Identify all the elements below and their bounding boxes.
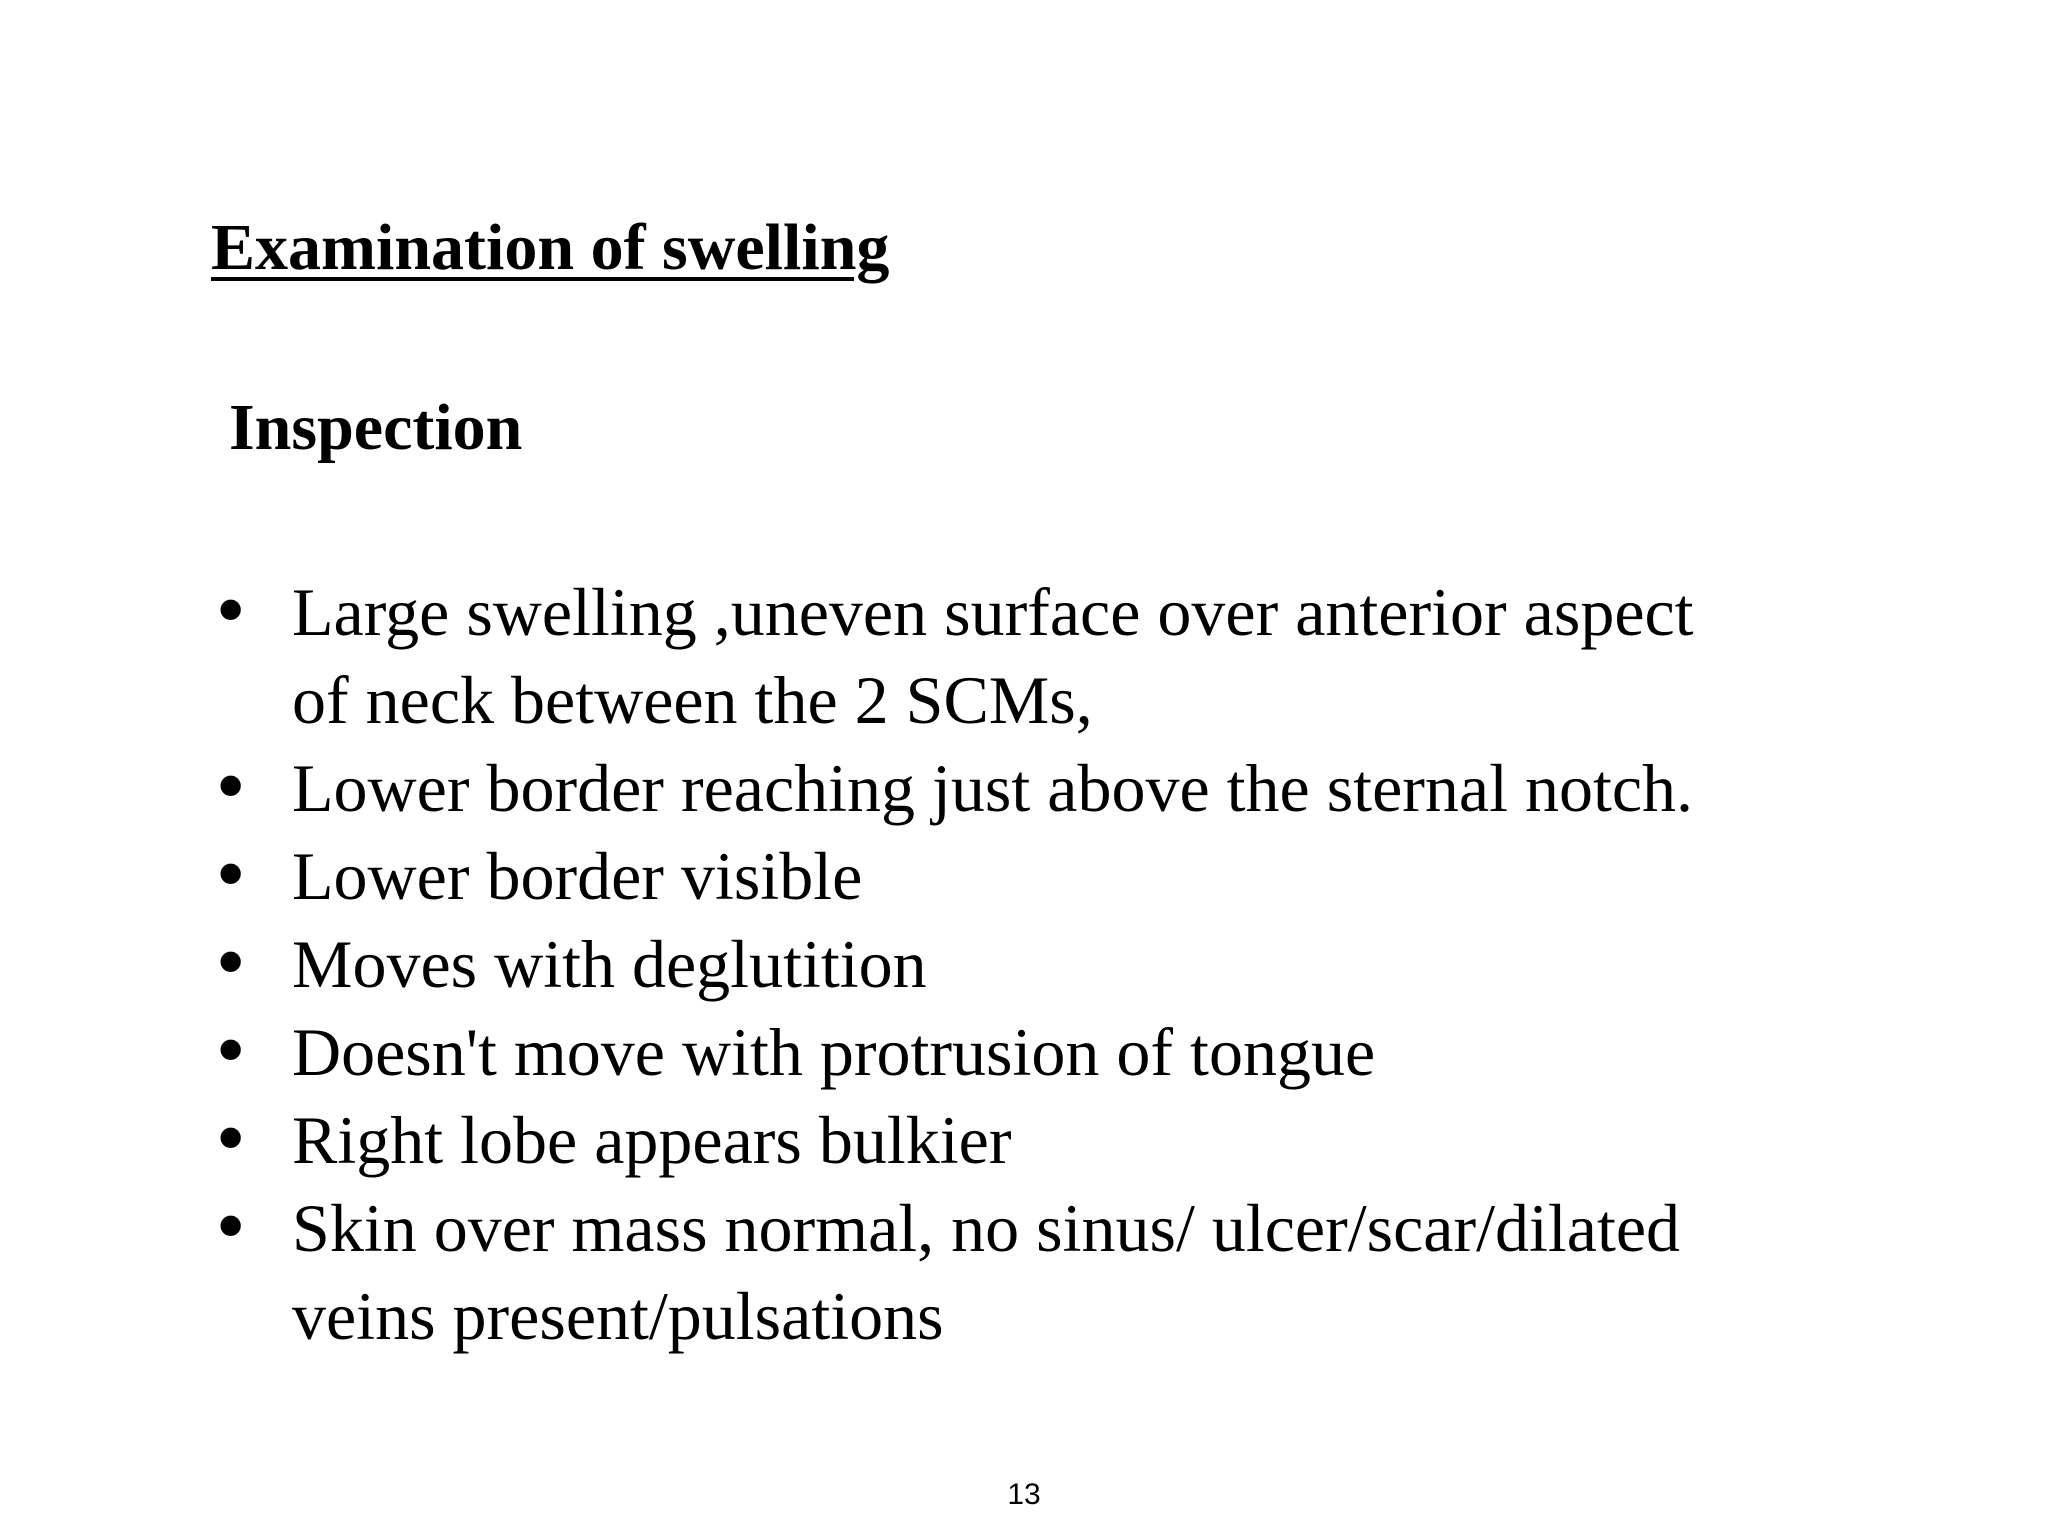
list-item-text: Large swelling ,uneven surface over anterior aspect of neck between the 2 SCMs, <box>292 574 1694 738</box>
bullet-icon: • <box>210 747 252 829</box>
list-item <box>210 1184 1910 1360</box>
list-item-text: Lower border visible <box>292 838 863 914</box>
findings-list <box>210 568 1910 1360</box>
bullet-icon: • <box>210 571 252 653</box>
list-item-text: Skin over mass normal, no sinus/ ulcer/scar/dilated veins present/pulsations <box>292 1190 1681 1354</box>
list-item-text: Doesn't move with protrusion of tongue <box>292 1014 1376 1090</box>
section-heading-inspection: Inspection <box>229 391 523 464</box>
list-item-text: Right lobe appears bulkier <box>292 1102 1012 1178</box>
bullet-icon: • <box>210 1187 252 1269</box>
bullet-icon: • <box>210 1099 252 1181</box>
page-number: 13 <box>1007 1478 1041 1511</box>
slide-title: Examination of swelling <box>211 211 890 284</box>
bullet-icon: • <box>210 835 252 917</box>
list-item <box>210 832 1910 920</box>
list-item-text: Lower border reaching just above the sternal notch. <box>292 750 1694 826</box>
list-item <box>210 744 1910 832</box>
list-item-text: Moves with deglutition <box>292 926 927 1002</box>
list-item <box>210 920 1910 1008</box>
list-item <box>210 1008 1910 1096</box>
list-item <box>210 1096 1910 1184</box>
list-item <box>210 568 1910 744</box>
bullet-icon: • <box>210 1011 252 1093</box>
bullet-icon: • <box>210 923 252 1005</box>
